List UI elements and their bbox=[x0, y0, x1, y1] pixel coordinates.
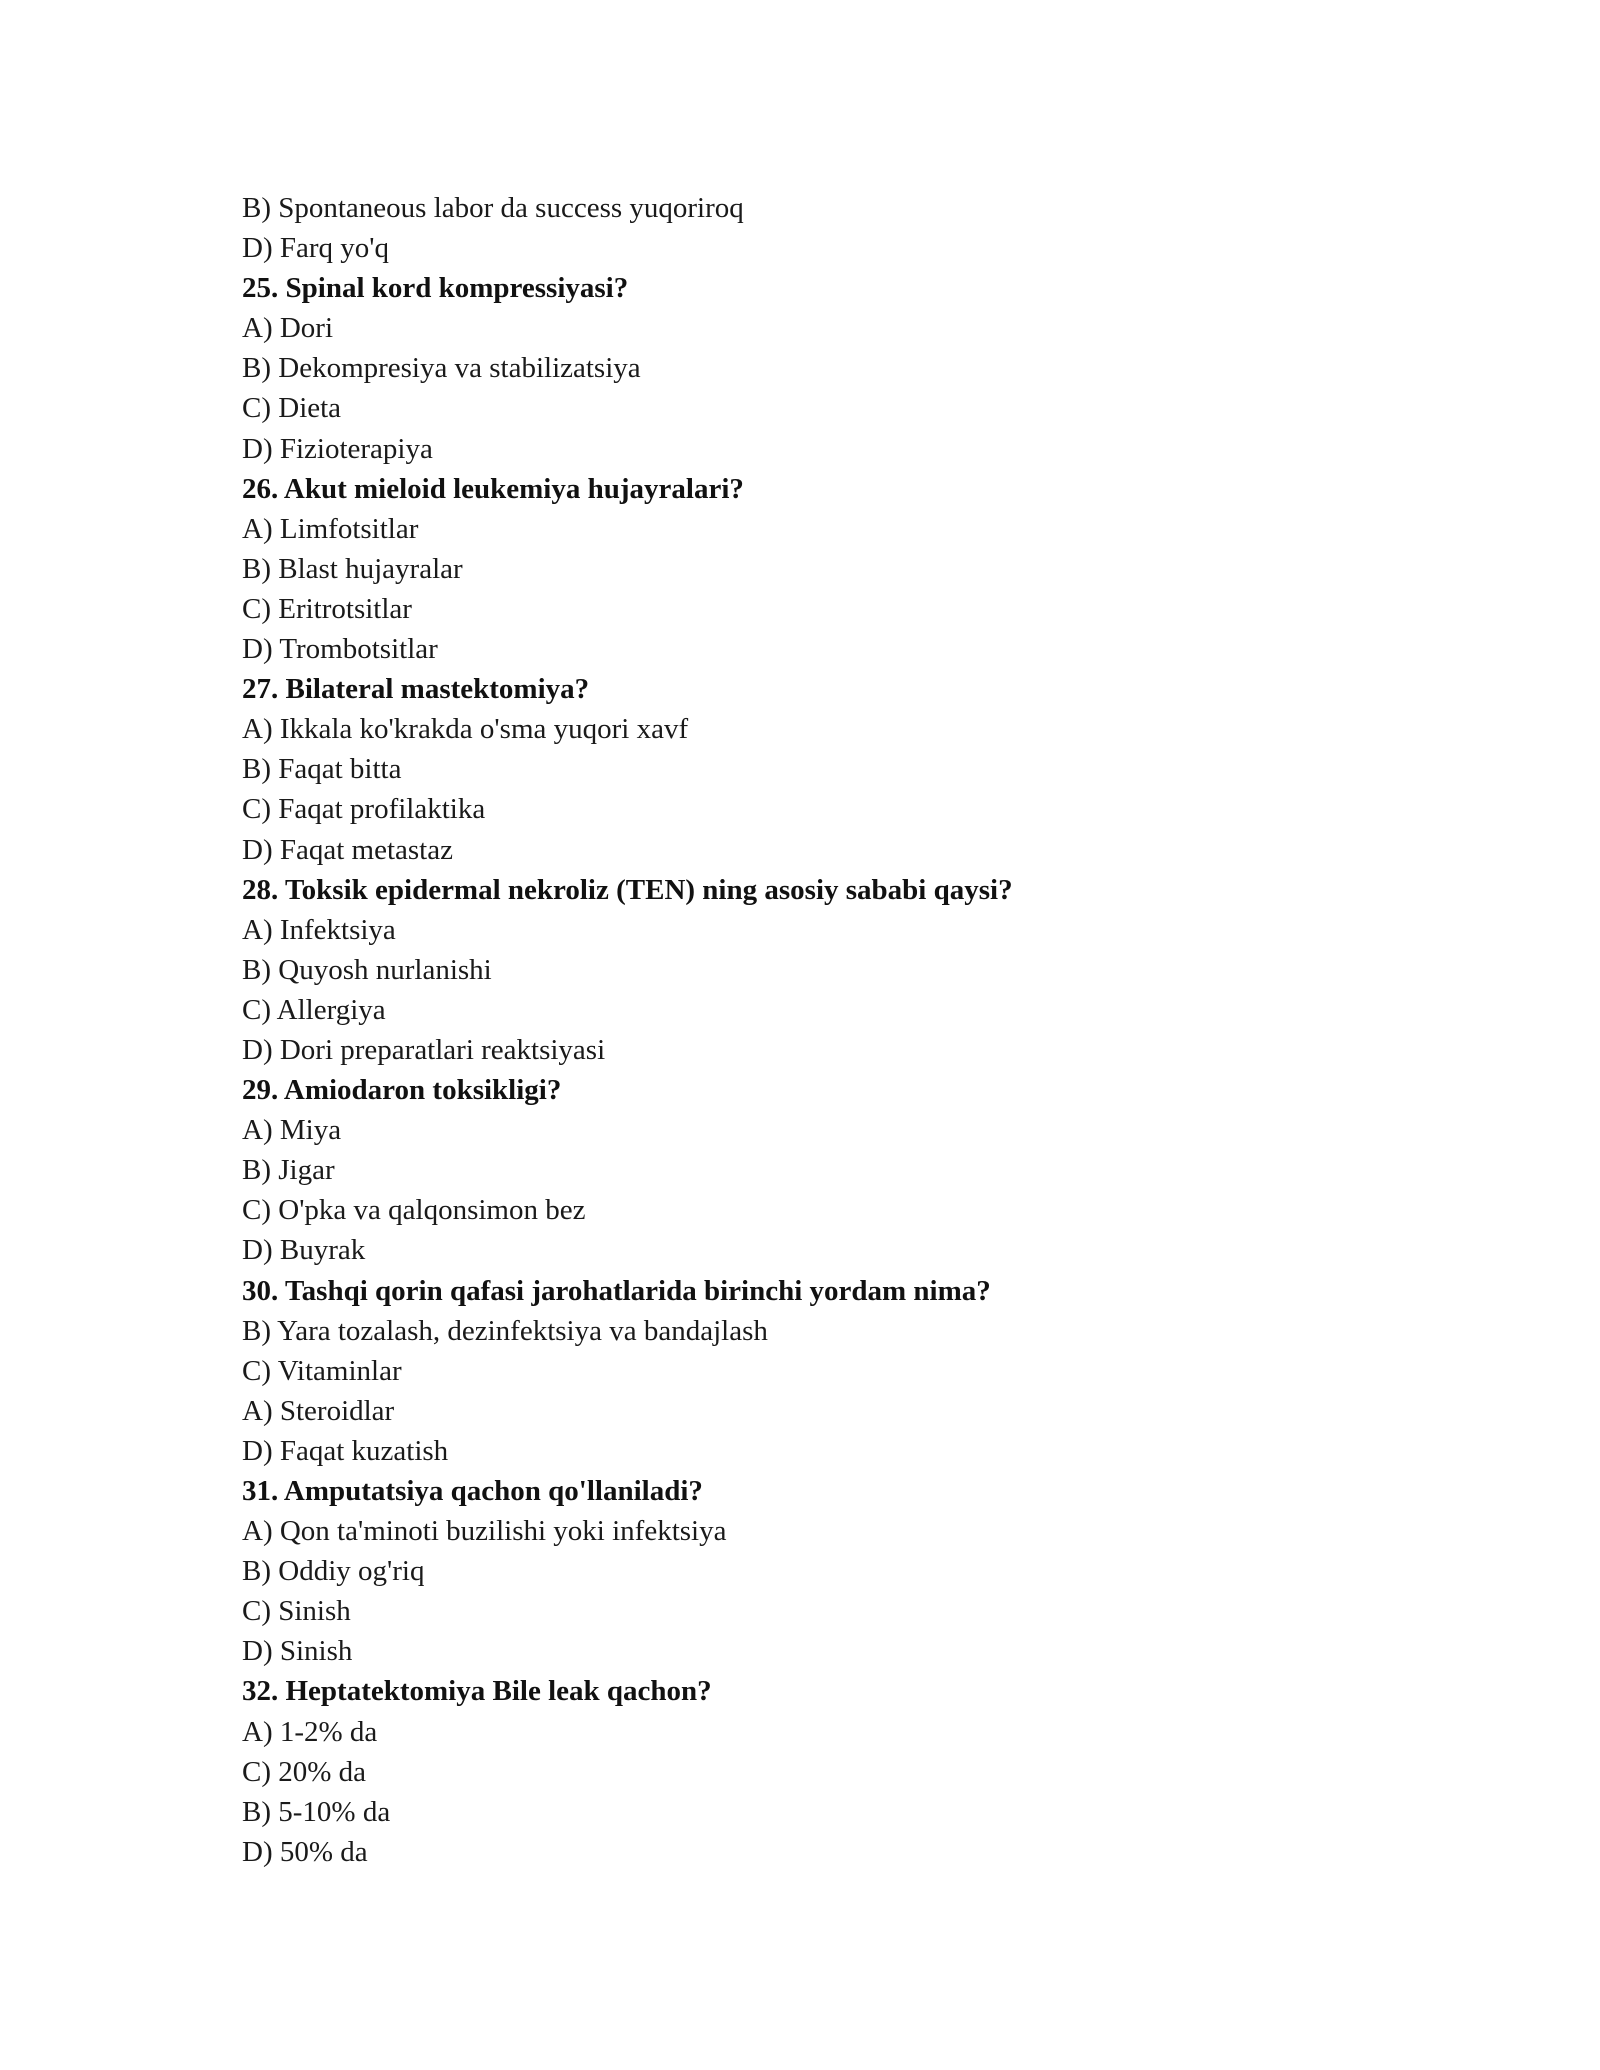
question-title: 26. Akut mieloid leukemiya hujayralari? bbox=[242, 472, 744, 505]
answer-option: A) 1-2% da bbox=[242, 1715, 378, 1748]
answer-option: C) Eritrotsitlar bbox=[242, 592, 412, 625]
quiz-content bbox=[242, 188, 1392, 1872]
answer-option: B) Oddiy og'riq bbox=[242, 1555, 425, 1588]
answer-option: C) Allergiya bbox=[242, 993, 386, 1026]
answer-option: A) Miya bbox=[242, 1114, 342, 1147]
answer-option: C) 20% da bbox=[242, 1755, 367, 1788]
answer-option: D) 50% da bbox=[242, 1835, 368, 1868]
question-title: 25. Spinal kord kompressiyasi? bbox=[242, 272, 629, 305]
question-title: 28. Toksik epidermal nekroliz (TEN) ning asosiy sababi qaysi? bbox=[242, 873, 1013, 906]
answer-option: B) Faqat bitta bbox=[242, 753, 402, 786]
question-title: 31. Amputatsiya qachon qo'llaniladi? bbox=[242, 1475, 703, 1507]
question-title: 32. Heptatektomiya Bile leak qachon? bbox=[242, 1675, 712, 1708]
answer-option: D) Faqat metastaz bbox=[242, 833, 453, 866]
question-title: 27. Bilateral mastektomiya? bbox=[242, 673, 590, 706]
answer-option: D) Buyrak bbox=[242, 1234, 366, 1267]
answer-option: A) Ikkala ko'krakda o'sma yuqori xavf bbox=[242, 713, 689, 746]
answer-option: C) Sinish bbox=[242, 1595, 351, 1628]
answer-option: B) 5-10% da bbox=[242, 1795, 391, 1828]
answer-option: C) O'pka va qalqonsimon bez bbox=[242, 1194, 586, 1227]
answer-option: D) Faqat kuzatish bbox=[242, 1434, 449, 1467]
answer-option: B) Blast hujayralar bbox=[242, 552, 463, 585]
answer-option: C) Faqat profilaktika bbox=[242, 793, 486, 826]
answer-option: D) Fizioterapiya bbox=[242, 432, 433, 465]
answer-option: A) Limfotsitlar bbox=[242, 512, 419, 545]
answer-option: B) Yara tozalash, dezinfektsiya va bandajlash bbox=[242, 1314, 768, 1347]
answer-option: D) Trombotsitlar bbox=[242, 633, 438, 666]
answer-option: C) Vitaminlar bbox=[242, 1354, 402, 1387]
answer-option: C) Dieta bbox=[242, 392, 342, 425]
answer-option: A) Dori bbox=[242, 312, 334, 345]
answer-option: B) Spontaneous labor da success yuqoriroq bbox=[242, 192, 744, 224]
answer-option: D) Dori preparatlari reaktsiyasi bbox=[242, 1033, 606, 1066]
answer-option: A) Steroidlar bbox=[242, 1394, 395, 1427]
answer-option: A) Infektsiya bbox=[242, 913, 396, 946]
answer-option: B) Quyosh nurlanishi bbox=[242, 953, 492, 986]
answer-option: D) Farq yo'q bbox=[242, 232, 389, 265]
question-title: 30. Tashqi qorin qafasi jarohatlarida birinchi yordam nima? bbox=[242, 1274, 991, 1307]
question-title: 29. Amiodaron toksikligi? bbox=[242, 1074, 562, 1107]
answer-option: B) Jigar bbox=[242, 1154, 335, 1187]
answer-option: D) Sinish bbox=[242, 1635, 353, 1668]
answer-option: B) Dekompresiya va stabilizatsiya bbox=[242, 352, 641, 385]
answer-option: A) Qon ta'minoti buzilishi yoki infektsiya bbox=[242, 1515, 727, 1548]
